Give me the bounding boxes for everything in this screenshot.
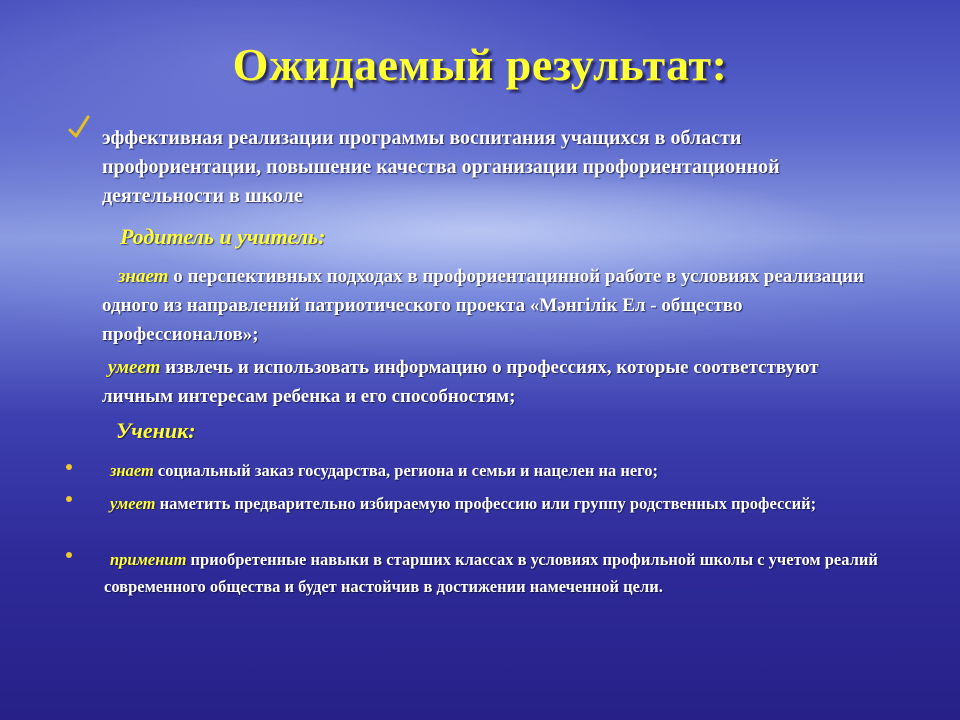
bullet-dot-icon <box>66 552 72 558</box>
student-item-text: социальный заказ государства, региона и семьи и нацелен на него; <box>153 461 658 480</box>
can-label: умеет <box>108 357 161 378</box>
student-item-text: наметить предварительно избираемую профессию или группу родственных профессий; <box>155 494 817 513</box>
bullet-dot-icon <box>66 496 72 502</box>
student-item-label: применит <box>110 550 187 569</box>
can-text: извлечь и использовать информацию о профессиях, которые соответствуют личным интересам ребенка и его способностям; <box>102 357 819 407</box>
student-heading: Ученик: <box>116 418 196 443</box>
parent-can-paragraph <box>102 353 882 411</box>
student-item <box>104 457 894 484</box>
bullet-dot-icon <box>66 464 72 470</box>
heading-colon: : <box>318 224 326 249</box>
parent-knows-paragraph <box>102 262 882 349</box>
parent-teacher-heading <box>120 224 325 250</box>
knows-label: знает <box>118 266 169 287</box>
student-item <box>104 490 894 517</box>
student-item <box>104 546 894 600</box>
parent-teacher-heading-text: Родитель и учитель <box>120 224 319 249</box>
checkmark-icon <box>68 114 90 140</box>
knows-text: о перспективных подходах в профориентацинной работе в условиях реализации одного из направлений патриотического проекта «Мәнгілік Ел - общество профессионалов»; <box>102 266 865 345</box>
student-item-label: умеет <box>110 494 156 513</box>
slide-title: Ожидаемый результат: <box>232 39 728 90</box>
student-item-text: приобретенные навыки в старших классах в условиях профильной школы с учетом реалий современного общества и будет настойчив в достижении намеченной цели. <box>104 550 878 596</box>
intro-text: эффективная реализации программы воспитания учащихся в области профориентации, повышение качества организации профориентационной деятельности в школе <box>102 127 780 207</box>
student-item-label: знает <box>110 461 154 480</box>
